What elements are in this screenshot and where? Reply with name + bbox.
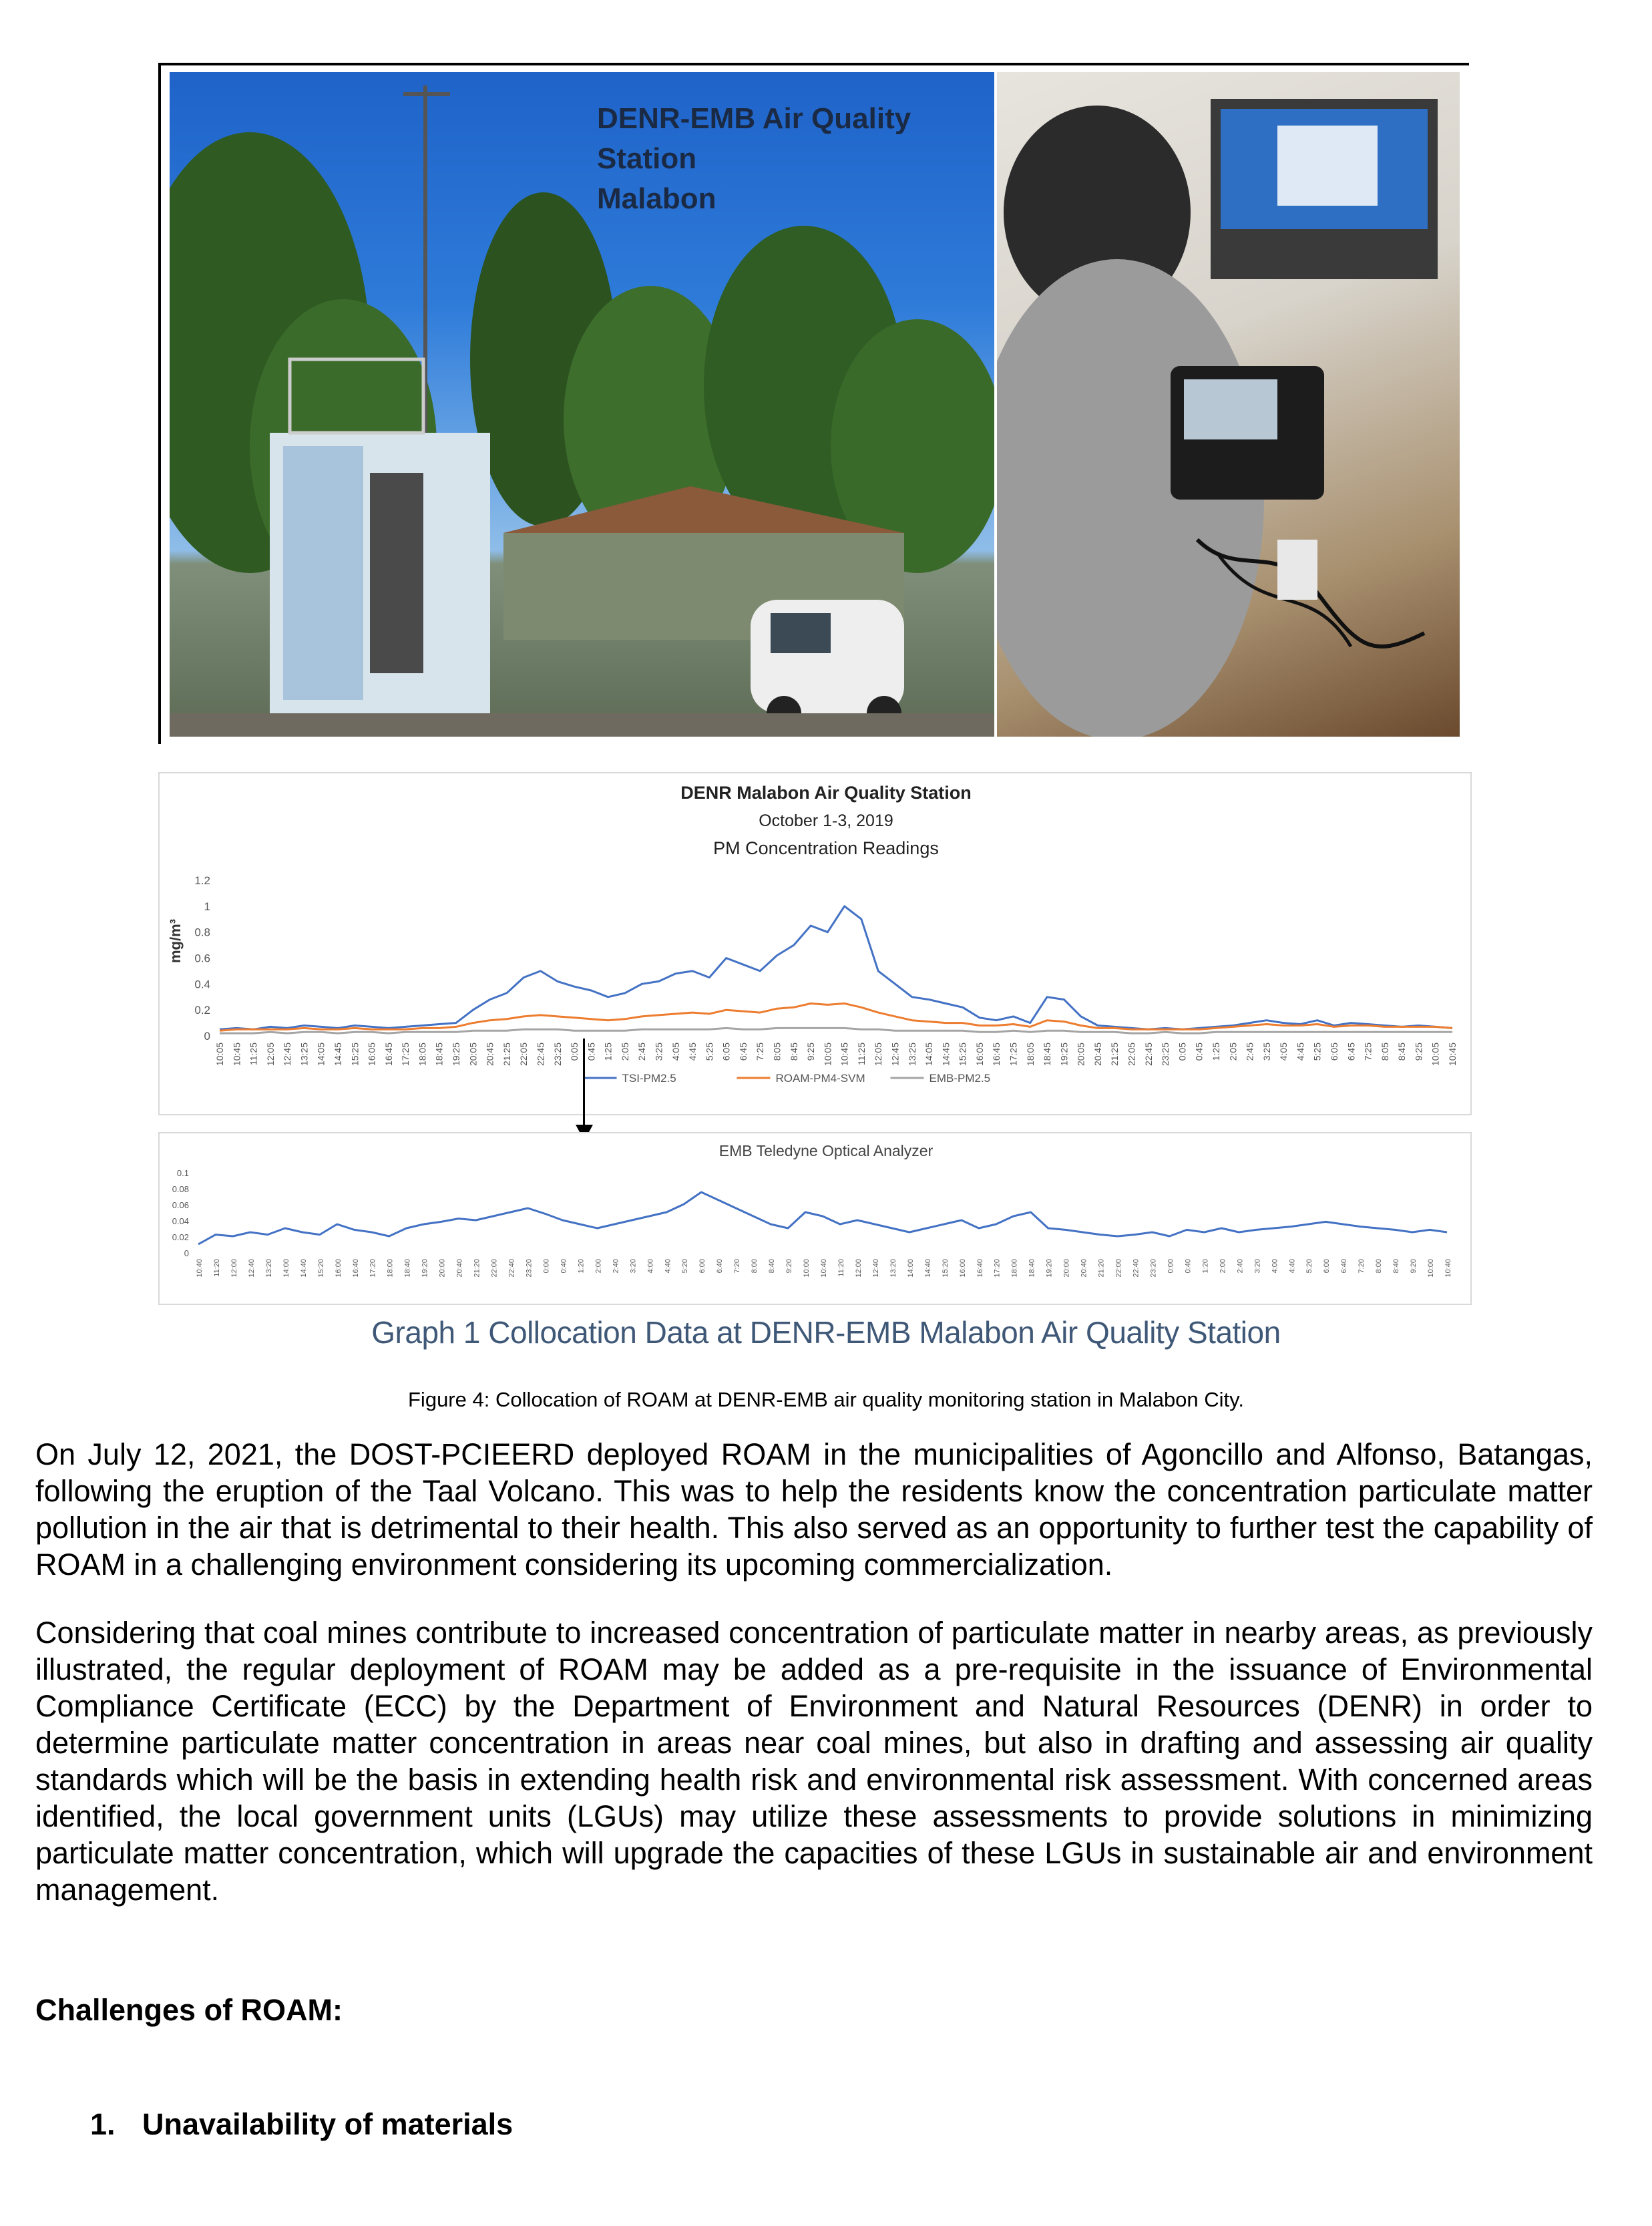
- x-tick-label: 14:40: [299, 1259, 308, 1278]
- photo-title-line1: DENR-EMB Air Quality Station: [597, 102, 911, 175]
- x-tick-label: 5:25: [1311, 1043, 1323, 1061]
- y-tick-label: 0.6: [194, 952, 210, 965]
- x-tick-label: 3:20: [629, 1259, 638, 1274]
- x-tick-label: 2:00: [1219, 1259, 1227, 1274]
- y-tick-label: 0: [184, 1248, 189, 1258]
- x-tick-label: 5:25: [704, 1043, 715, 1061]
- x-tick-label: 10:40: [820, 1259, 828, 1278]
- x-tick-label: 20:05: [467, 1043, 479, 1067]
- x-tick-label: 22:00: [490, 1259, 499, 1278]
- x-tick-label: 10:05: [822, 1043, 833, 1067]
- x-tick-label: 6:05: [1328, 1043, 1339, 1061]
- x-tick-label: 18:05: [1024, 1043, 1036, 1067]
- x-tick-label: 2:40: [1236, 1259, 1245, 1274]
- x-tick-label: 7:25: [1362, 1043, 1374, 1061]
- x-tick-label: 3:20: [1253, 1259, 1262, 1274]
- x-tick-label: 20:40: [1080, 1259, 1088, 1278]
- x-tick-label: 18:40: [403, 1259, 412, 1278]
- x-tick-label: 11:20: [212, 1259, 221, 1277]
- series-line-1: [220, 906, 1452, 1030]
- x-tick-label: 1:25: [1210, 1043, 1221, 1061]
- x-tick-label: 0:45: [586, 1043, 597, 1061]
- x-tick-label: 23:20: [525, 1259, 534, 1278]
- list-item: [90, 2107, 513, 2142]
- x-tick-label: 4:40: [1288, 1259, 1297, 1274]
- x-tick-label: 10:40: [196, 1259, 204, 1278]
- x-tick-label: 22:00: [1114, 1259, 1123, 1278]
- x-tick-label: 6:40: [1340, 1259, 1349, 1274]
- x-tick-label: 7:20: [733, 1259, 742, 1274]
- x-tick-label: 22:05: [1126, 1043, 1137, 1067]
- y-tick-label: 1.2: [194, 874, 210, 887]
- x-tick-label: 8:00: [751, 1259, 759, 1274]
- x-tick-label: 20:00: [1062, 1259, 1071, 1278]
- x-tick-label: 1:20: [1201, 1259, 1210, 1274]
- x-tick-label: 13:25: [906, 1043, 917, 1067]
- x-tick-label: 12:05: [264, 1043, 276, 1067]
- x-tick-label: 0:05: [569, 1043, 580, 1061]
- x-tick-label: 0:40: [560, 1259, 568, 1274]
- x-tick-label: 19:20: [1045, 1259, 1054, 1278]
- x-tick-label: 16:40: [351, 1259, 360, 1278]
- y-tick-label: 0.04: [172, 1216, 189, 1226]
- x-tick-label: 19:20: [421, 1259, 429, 1278]
- x-tick-label: 6:00: [698, 1259, 707, 1274]
- x-tick-label: 2:40: [612, 1259, 620, 1274]
- x-tick-label: 5:20: [1305, 1259, 1314, 1274]
- x-tick-label: 10:00: [1427, 1259, 1436, 1278]
- x-tick-label: 21:25: [501, 1043, 512, 1067]
- x-tick-label: 17:25: [1008, 1043, 1019, 1067]
- x-tick-label: 22:05: [518, 1043, 530, 1067]
- x-tick-label: 0:45: [1193, 1043, 1205, 1061]
- x-tick-label: 10:45: [231, 1043, 242, 1067]
- x-tick-label: 15:25: [349, 1043, 361, 1067]
- x-tick-label: 2:45: [636, 1043, 648, 1061]
- x-tick-label: 23:20: [1149, 1259, 1158, 1278]
- x-tick-label: 21:25: [1109, 1043, 1120, 1067]
- x-tick-label: 3:25: [1261, 1043, 1272, 1061]
- analyzer-operator-photo: [997, 72, 1460, 737]
- photo-title: [597, 99, 994, 219]
- x-tick-label: 18:40: [1028, 1259, 1036, 1278]
- x-tick-label: 9:20: [1410, 1259, 1418, 1274]
- x-tick-label: 16:45: [383, 1043, 394, 1067]
- x-tick-label: 4:45: [1295, 1043, 1306, 1061]
- x-tick-label: 18:00: [1010, 1259, 1019, 1278]
- x-tick-label: 2:05: [619, 1043, 630, 1061]
- x-tick-label: 22:40: [507, 1259, 516, 1278]
- x-tick-label: 8:05: [771, 1043, 783, 1061]
- air-quality-station-photo: [170, 72, 994, 737]
- chart1-subtitle2: PM Concentration Readings: [713, 838, 939, 858]
- x-tick-label: 0:00: [1167, 1259, 1175, 1274]
- x-tick-label: 6:00: [1323, 1259, 1331, 1274]
- x-tick-label: 10:05: [1430, 1043, 1441, 1067]
- x-tick-label: 1:25: [602, 1043, 614, 1061]
- x-tick-label: 6:40: [716, 1259, 725, 1274]
- x-tick-label: 13:25: [298, 1043, 310, 1067]
- x-tick-label: 10:45: [1447, 1043, 1458, 1067]
- legend-label: ROAM-PM4-SVM: [775, 1072, 865, 1085]
- list-item-text: Unavailability of materials: [142, 2107, 513, 2141]
- x-tick-label: 20:00: [438, 1259, 447, 1278]
- chart1-subtitle: October 1-3, 2019: [759, 811, 893, 830]
- x-tick-label: 4:00: [646, 1259, 655, 1274]
- x-tick-label: 15:20: [941, 1259, 950, 1278]
- x-tick-label: 9:25: [805, 1043, 817, 1061]
- x-tick-label: 22:45: [1143, 1043, 1154, 1067]
- photo-title-line2: Malabon: [597, 182, 716, 215]
- y-tick-label: 0: [204, 1030, 210, 1043]
- x-tick-label: 18:45: [1042, 1043, 1053, 1067]
- x-tick-label: 18:05: [417, 1043, 428, 1067]
- x-tick-label: 20:45: [1092, 1043, 1103, 1067]
- x-tick-label: 11:20: [837, 1259, 845, 1277]
- x-tick-label: 6:05: [720, 1043, 732, 1061]
- section-heading: Challenges of ROAM:: [35, 1993, 343, 2027]
- x-tick-label: 21:20: [1097, 1259, 1106, 1278]
- x-tick-label: 4:00: [1271, 1259, 1279, 1274]
- y-tick-label: 0.02: [172, 1232, 189, 1242]
- x-tick-label: 3:25: [653, 1043, 664, 1061]
- chart1-y-axis-label: mg/m³: [167, 919, 184, 963]
- x-tick-label: 6:45: [737, 1043, 749, 1061]
- graph-caption: Graph 1 Collocation Data at DENR-EMB Malabon Air Quality Station: [371, 1315, 1281, 1350]
- x-tick-label: 19:25: [451, 1043, 462, 1067]
- x-tick-label: 8:00: [1375, 1259, 1384, 1274]
- x-tick-label: 0:40: [1184, 1259, 1193, 1274]
- x-tick-label: 14:00: [282, 1259, 290, 1278]
- x-tick-label: 1:20: [577, 1259, 586, 1274]
- list-item-number: 1.: [90, 2107, 116, 2141]
- x-tick-label: 10:05: [214, 1043, 225, 1067]
- x-tick-label: 8:05: [1379, 1043, 1390, 1061]
- y-tick-label: 1: [204, 900, 210, 913]
- frame-left-rule: [158, 63, 161, 744]
- x-tick-label: 2:00: [594, 1259, 603, 1274]
- y-tick-label: 0.1: [176, 1168, 189, 1178]
- x-tick-label: 21:20: [473, 1259, 481, 1278]
- x-tick-label: 4:05: [1278, 1043, 1289, 1061]
- x-tick-label: 9:20: [785, 1259, 794, 1274]
- x-tick-label: 16:45: [991, 1043, 1002, 1067]
- x-tick-label: 4:05: [670, 1043, 681, 1061]
- x-tick-label: 14:00: [906, 1259, 915, 1278]
- x-tick-label: 12:05: [873, 1043, 884, 1067]
- x-tick-label: 7:20: [1358, 1259, 1366, 1274]
- x-tick-label: 23:25: [1160, 1043, 1171, 1067]
- x-tick-label: 7:25: [755, 1043, 766, 1061]
- x-tick-label: 6:45: [1346, 1043, 1357, 1061]
- x-tick-label: 13:20: [264, 1259, 273, 1278]
- x-tick-label: 5:20: [681, 1259, 690, 1274]
- x-tick-label: 22:45: [535, 1043, 546, 1067]
- x-tick-label: 14:40: [923, 1259, 932, 1278]
- body-paragraph-1: On July 12, 2021, the DOST-PCIEERD deployed ROAM in the municipalities of Agoncillo and Alfonso, Batangas, following the eruption of the Taal Volcano. This was to help the residents know the concentration particulate matter pollution in the air that is detrimental to their health. This also served as an opportunity to further test the capability of ROAM in a challenging environment considering its upcoming commercialization.: [35, 1437, 1593, 1582]
- x-tick-label: 0:00: [542, 1259, 551, 1274]
- x-tick-label: 15:20: [317, 1259, 325, 1278]
- x-tick-label: 14:05: [923, 1043, 935, 1067]
- x-tick-label: 16:05: [366, 1043, 377, 1067]
- arrow-shaft: [583, 1039, 585, 1125]
- x-tick-label: 8:45: [1396, 1043, 1408, 1061]
- x-tick-label: 13:20: [889, 1259, 897, 1278]
- x-tick-label: 17:20: [369, 1259, 377, 1278]
- x-tick-label: 0:05: [1177, 1043, 1188, 1061]
- y-tick-label: 0.4: [194, 978, 210, 991]
- x-tick-label: 16:40: [976, 1259, 984, 1278]
- x-tick-label: 16:00: [958, 1259, 967, 1278]
- x-tick-label: 4:45: [687, 1043, 698, 1061]
- legend-label: TSI-PM2.5: [622, 1072, 676, 1085]
- y-tick-label: 0.8: [194, 926, 210, 939]
- figure-caption: Figure 4: Collocation of ROAM at DENR-EMB air quality monitoring station in Malabon City.: [408, 1388, 1244, 1411]
- x-tick-label: 20:40: [455, 1259, 464, 1278]
- x-tick-label: 20:45: [484, 1043, 495, 1067]
- x-tick-label: 10:45: [839, 1043, 850, 1067]
- operator-scene-illustration: [997, 72, 1460, 737]
- series-line-1: [198, 1192, 1447, 1244]
- x-tick-label: 12:45: [889, 1043, 901, 1067]
- x-tick-label: 12:40: [871, 1259, 880, 1278]
- x-tick-label: 12:00: [230, 1259, 238, 1278]
- x-tick-label: 16:05: [974, 1043, 985, 1067]
- x-tick-label: 2:45: [1244, 1043, 1255, 1061]
- x-tick-label: 10:00: [803, 1259, 811, 1278]
- x-tick-label: 9:25: [1413, 1043, 1424, 1061]
- legend-label: EMB-PM2.5: [929, 1072, 991, 1085]
- x-tick-label: 12:45: [282, 1043, 293, 1067]
- y-tick-label: 0.06: [172, 1200, 189, 1210]
- x-tick-label: 22:40: [1132, 1259, 1141, 1278]
- y-tick-label: 0.2: [194, 1004, 210, 1017]
- x-tick-label: 14:45: [333, 1043, 344, 1067]
- x-tick-label: 2:05: [1227, 1043, 1239, 1061]
- body-paragraph-2: Considering that coal mines contribute to increased concentration of particulate matter in nearby areas, as previously illustrated, the regular deployment of ROAM may be added as a pre-requisite in the issuance of Environmental Compliance Certificate (ECC) by the Department of Environment and Natural Resources (DENR) in order to determine particulate matter concentration in areas near coal mines, but also in drafting and assessing air quality standards which will be the basis in extending health risk and environmental risk assessment. With concerned areas identified, the local government units (LGUs) may utilize these assessments to provide solutions in minimizing particulate matter concentration, which will upgrade the capacities of these LGUs in sustainable air and environment management.: [35, 1616, 1593, 1907]
- x-tick-label: 8:40: [1392, 1259, 1401, 1274]
- frame-top-rule: [158, 63, 1469, 65]
- x-tick-label: 12:00: [854, 1259, 863, 1278]
- x-tick-label: 20:05: [1075, 1043, 1086, 1067]
- chart2-plot: [158, 1132, 1469, 1302]
- x-tick-label: 16:00: [334, 1259, 343, 1278]
- x-tick-label: 23:25: [552, 1043, 563, 1067]
- x-tick-label: 15:25: [957, 1043, 968, 1067]
- x-tick-label: 19:25: [1058, 1043, 1070, 1067]
- chart1-title: DENR Malabon Air Quality Station: [680, 783, 972, 803]
- x-tick-label: 12:40: [247, 1259, 256, 1278]
- chart2-title: EMB Teledyne Optical Analyzer: [718, 1142, 934, 1159]
- x-tick-label: 17:20: [993, 1259, 1002, 1278]
- x-tick-label: 11:25: [855, 1043, 867, 1065]
- chart1-plot: [158, 772, 1469, 1113]
- x-tick-label: 18:45: [433, 1043, 445, 1067]
- x-tick-label: 8:45: [788, 1043, 799, 1061]
- x-tick-label: 14:45: [940, 1043, 952, 1067]
- x-tick-label: 10:40: [1444, 1259, 1452, 1278]
- x-tick-label: 14:05: [315, 1043, 327, 1067]
- x-tick-label: 4:40: [664, 1259, 672, 1274]
- x-tick-label: 11:25: [248, 1043, 259, 1065]
- y-tick-label: 0.08: [172, 1184, 189, 1194]
- x-tick-label: 17:25: [400, 1043, 411, 1067]
- x-tick-label: 18:00: [386, 1259, 395, 1278]
- x-tick-label: 8:40: [768, 1259, 777, 1274]
